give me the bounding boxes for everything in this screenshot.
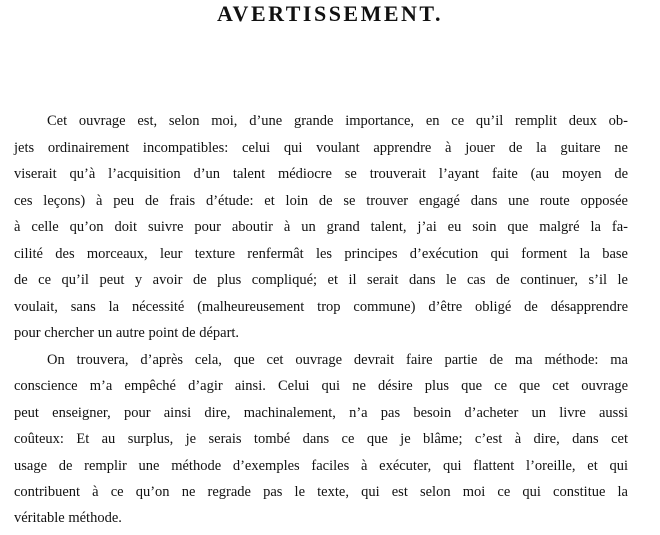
text-line: Cet ouvrage est, selon moi, d’une grande importance, en ce qu’il remplit deux ob- xyxy=(47,113,628,129)
text-line: véritable méthode. xyxy=(14,510,122,526)
text-line: voulait, sans la nécessité (malheureusement trop commune) d’être obligé de désapprendre xyxy=(14,299,628,315)
text-line: coûteux: Et au surplus, je serais tombé dans ce que je blâme; c’est à dire, dans cet xyxy=(14,431,628,447)
text-line: On trouvera, d’après cela, que cet ouvrage devrait faire partie de ma méthode: ma xyxy=(47,352,628,368)
text-line: ces leçons) à peu de frais d’étude: et loin de se trouver engagé dans une route opposée xyxy=(14,193,628,209)
page-title: AVERTISSEMENT. xyxy=(217,1,443,26)
text-line: contribuent à ce qu’on ne regrade pas le texte, qui est selon moi ce qui constitue la xyxy=(14,484,628,500)
text-line: à celle qu’on doit suivre pour aboutir à un grand talent, j’ai eu soin que malgré la fa- xyxy=(14,219,628,235)
text-line: viserait qu’à l’acquisition d’un talent médiocre se trouverait l’ayant faite (au moyen de xyxy=(14,166,628,182)
text-line: usage de remplir une méthode d’exemples faciles à exécuter, qui flattent l’oreille, et qui xyxy=(14,458,628,474)
text-line: cilité des morceaux, leur texture renfermât les principes d’exécution qui forment la base xyxy=(14,246,628,262)
text-line: peut enseigner, pour ainsi dire, machinalement, n’a pas besoin d’acheter un livre aussi xyxy=(14,405,628,421)
text-line: conscience m’a empêché d’agir ainsi. Celui qui ne désire plus que ce que cet ouvrage xyxy=(14,378,628,394)
text-line: pour chercher un autre point de départ. xyxy=(14,325,240,341)
text-line: de ce qu’il peut y avoir de plus compliqué; et il serait dans le cas de continuer, s’il le xyxy=(14,272,628,288)
text-line: jets ordinairement incompatibles: celui qui voulant apprendre à jouer de la guitare ne xyxy=(14,140,628,156)
